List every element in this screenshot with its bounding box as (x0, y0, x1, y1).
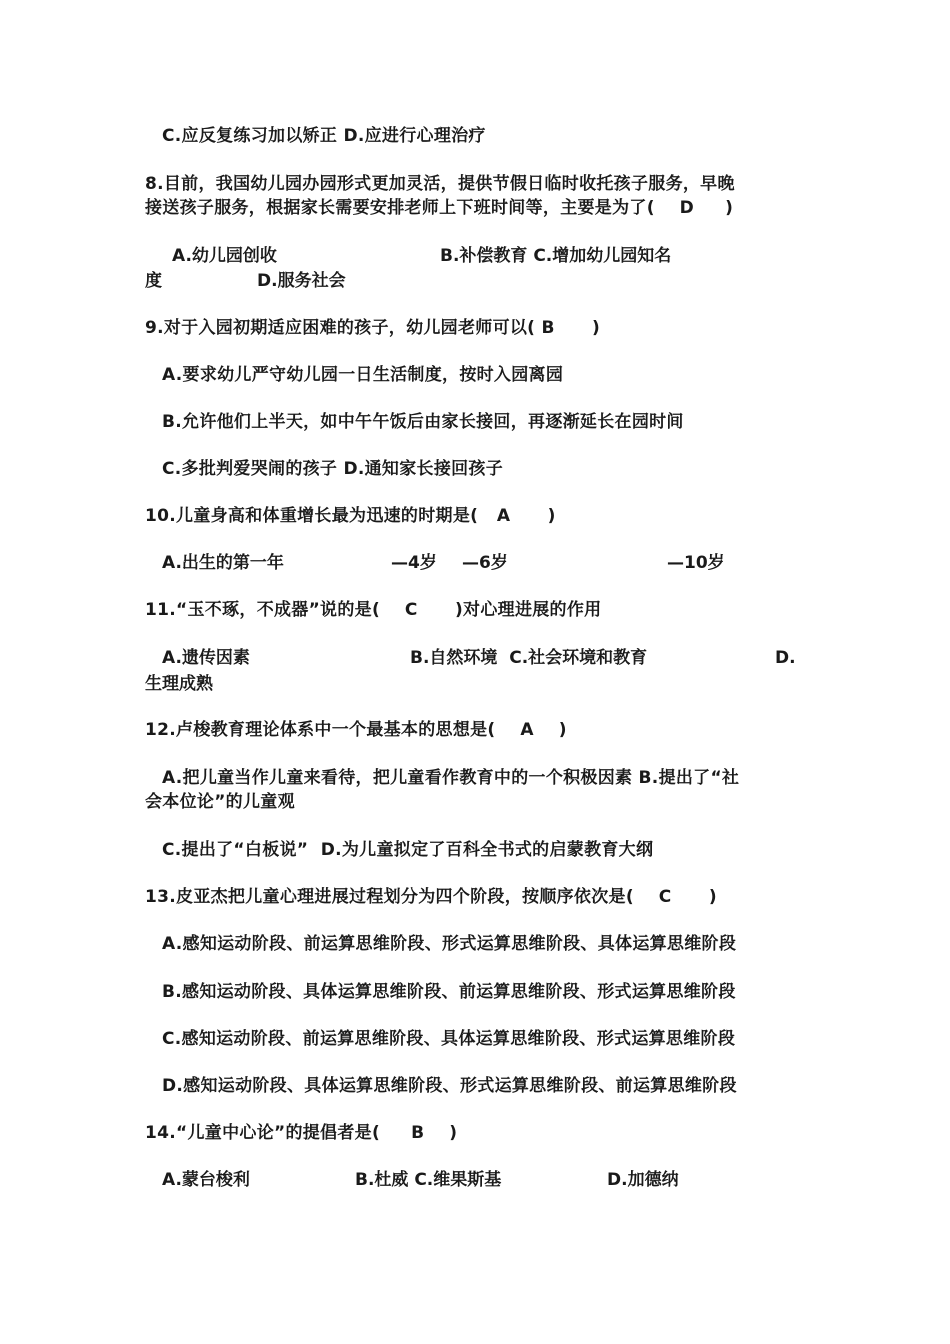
q10-option-a: A.出生的第一年 (162, 553, 284, 573)
q13-option-c: C.感知运动阶段、前运算思维阶段、具体运算思维阶段、形式运算思维阶段 (162, 1029, 736, 1049)
q11-option-d-label: D. (775, 648, 796, 668)
q13-stem: 13.皮亚杰把儿童心理进展过程划分为四个阶段，按顺序依次是( C ) (145, 887, 717, 907)
q8-option-continued: 度 (145, 271, 162, 291)
q8-stem-line1: 8.目前，我国幼儿园办园形式更加灵活，提供节假日临时收托孩子服务，早晚 (145, 174, 735, 194)
q12-option-cd: C.提出了“白板说” D.为儿童拟定了百科全书式的启蒙教育大纲 (162, 840, 654, 860)
q9-stem: 9.对于入园初期适应困难的孩子，幼儿园老师可以( B ) (145, 318, 601, 338)
q11-option-bc: B.自然环境 C.社会环境和教育 (410, 648, 648, 668)
q13-option-a: A.感知运动阶段、前运算思维阶段、形式运算思维阶段、具体运算思维阶段 (162, 934, 737, 954)
q10-option-d: —10岁 (667, 553, 725, 573)
q8-option-d: D.服务社会 (257, 271, 346, 291)
q12-stem: 12.卢梭教育理论体系中一个最基本的思想是( A ) (145, 720, 567, 740)
q14-stem: 14.“儿童中心论”的提倡者是( B ) (145, 1123, 458, 1143)
q7-options-cd: C.应反复练习加以矫正 D.应进行心理治疗 (162, 126, 486, 146)
q12-option-ab-continued: 会本位论”的儿童观 (145, 792, 295, 812)
q8-option-a: A.幼儿园创收 (172, 246, 277, 266)
q8-stem-line2: 接送孩子服务，根据家长需要安排老师上下班时间等，主要是为了( D ) (145, 198, 734, 218)
q13-option-b: B.感知运动阶段、具体运算思维阶段、前运算思维阶段、形式运算思维阶段 (162, 982, 736, 1002)
q11-option-d-text: 生理成熟 (145, 674, 213, 694)
q10-option-b: —4岁 (391, 553, 437, 573)
q11-stem: 11.“玉不琢，不成器”说的是( C )对心理进展的作用 (145, 600, 602, 620)
q11-option-a: A.遗传因素 (162, 648, 250, 668)
q14-option-a: A.蒙台梭利 (162, 1170, 250, 1190)
q12-option-ab: A.把儿童当作儿童来看待，把儿童看作教育中的一个积极因素 B.提出了“社 (162, 768, 740, 788)
q8-option-bc: B.补偿教育 C.增加幼儿园知名 (440, 246, 672, 266)
q14-option-bc: B.杜威 C.维果斯基 (355, 1170, 502, 1190)
q13-option-d: D.感知运动阶段、具体运算思维阶段、形式运算思维阶段、前运算思维阶段 (162, 1076, 737, 1096)
q9-option-b: B.允许他们上半天，如中午午饭后由家长接回，再逐渐延长在园时间 (162, 412, 684, 432)
q9-option-a: A.要求幼儿严守幼儿园一日生活制度，按时入园离园 (162, 365, 564, 385)
q10-stem: 10.儿童身高和体重增长最为迅速的时期是( A ) (145, 506, 556, 526)
q10-option-c: —6岁 (462, 553, 508, 573)
q9-option-cd: C.多批判爱哭闹的孩子 D.通知家长接回孩子 (162, 459, 504, 479)
q14-option-d: D.加德纳 (607, 1170, 679, 1190)
